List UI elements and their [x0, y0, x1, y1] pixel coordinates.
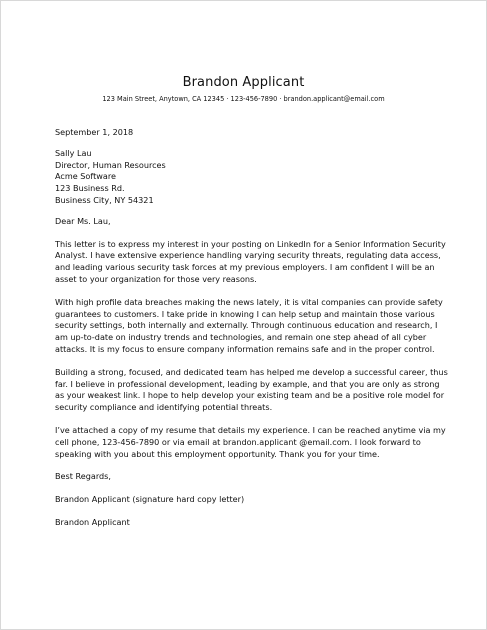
paragraph-line: attacks. It is my focus to ensure company information remains safe and in the proper control. [55, 343, 435, 354]
typed-name: Brandon Applicant [55, 516, 130, 527]
paragraph-line: I’ve attached a copy of my resume that details my experience. I can be reached anytime via my [55, 424, 446, 435]
paragraph-line: speaking with you about this employment opportunity. Thank you for your time. [55, 448, 380, 459]
paragraph-line: security compliance and identifying potential threats. [55, 402, 273, 413]
recipient-name: Sally Lau [55, 147, 92, 158]
paragraph-3 [55, 367, 447, 414]
paragraph-2 [55, 297, 447, 356]
paragraph-line: This letter is to express my interest in your posting on LinkedIn for a Senior Information Security [55, 238, 446, 249]
closing: Best Regards, [55, 471, 111, 482]
paragraph-1 [55, 239, 447, 286]
recipient-company: Acme Software [55, 171, 116, 182]
recipient-street: 123 Business Rd. [55, 183, 125, 194]
paragraph-line: and leading various security task forces at my previous employers. I am confident I will be an [55, 262, 435, 273]
paragraph-line: With high profile data breaches making the news lately, it is vital companies can provide safety [55, 296, 443, 307]
sender-name: Brandon Applicant [182, 75, 305, 90]
paragraph-line: security settings, both internally and externally. Through continuous education and research, I [55, 320, 438, 331]
recipient-block [55, 148, 447, 207]
paragraph-line: am up-to-date on industry trends and technologies, and remain one step ahead of all cyber [55, 332, 427, 343]
paragraph-line: cell phone, 123-456-7890 or via email at brandon.applicant @email.com. I look forward to [55, 436, 421, 447]
paragraph-line: Building a strong, focused, and dedicated team has helped me develop a successful career, thus [55, 366, 448, 377]
recipient-title: Director, Human Resources [55, 159, 166, 170]
sender-contact-line: 123 Main Street, Anytown, CA 12345 · 123-456-7890 · brandon.applicant@email.com [102, 95, 385, 103]
paragraph-line: Analyst. I have extensive experience handling varying security threats, regulating data access, [55, 250, 441, 261]
paragraph-line: guarantees to customers. I take pride in knowing I can help setup and maintain those various [55, 308, 435, 319]
paragraph-4 [55, 425, 447, 460]
letter-date: September 1, 2018 [55, 127, 134, 137]
signature: Brandon Applicant (signature hard copy letter) [55, 494, 245, 505]
recipient-city: Business City, NY 54321 [55, 194, 154, 205]
letter-body [55, 127, 447, 529]
paragraph-line: as your weakest link. I hope to help develop your existing team and be a positive role model for [55, 390, 445, 401]
salutation: Dear Ms. Lau, [55, 215, 111, 226]
paragraph-line: asset to your organization for those very reasons. [55, 273, 257, 284]
paragraph-line: far. I believe in professional development, leading by example, and that you are only as strong [55, 378, 440, 389]
